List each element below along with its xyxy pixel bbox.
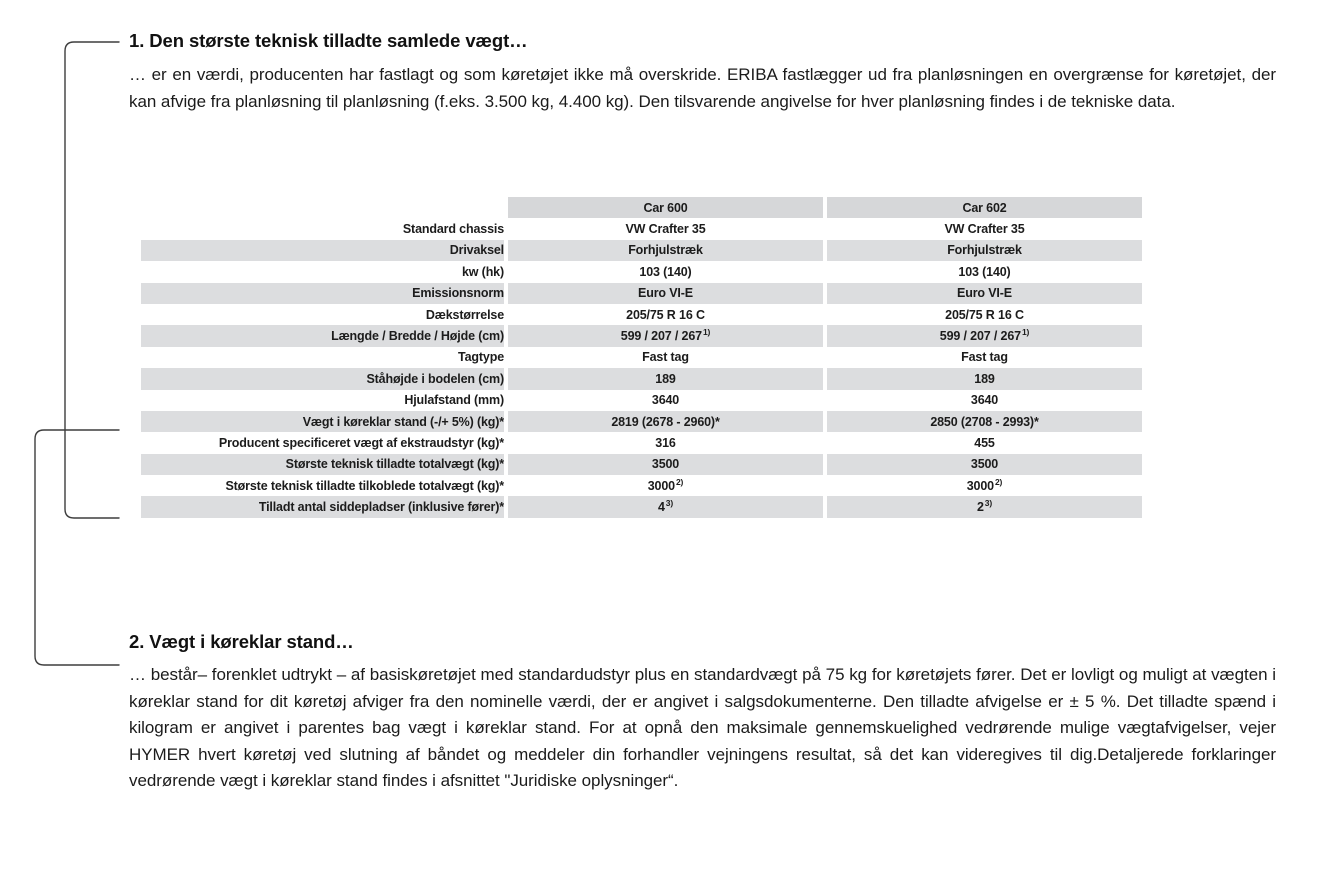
spec-row-label: Producent specificeret vægt af ekstraudstyr (kg)* <box>141 432 504 453</box>
spec-row-value: 2850 (2708 - 2993)* <box>827 411 1142 432</box>
table-row <box>141 325 1142 346</box>
table-row <box>141 218 1142 239</box>
spec-row-value: 599 / 207 / 267$^{1)}$ <box>827 325 1142 346</box>
spec-row-value: Forhjulstræk <box>827 240 1142 261</box>
table-row <box>141 261 1142 282</box>
bracket-outer-path <box>35 430 119 665</box>
table-row <box>141 240 1142 261</box>
spec-row-value: 3000$^{2)}$ <box>508 475 823 496</box>
spec-row-label: Dækstørrelse <box>141 304 504 325</box>
spec-row-value: Forhjulstræk <box>508 240 823 261</box>
spec-row-value: 3500 <box>508 454 823 475</box>
spec-row-value: Euro VI-E <box>827 283 1142 304</box>
spec-header-col-0: Car 600 <box>508 197 823 218</box>
spec-row-value: 3640 <box>827 390 1142 411</box>
spec-row-value: 2819 (2678 - 2960)* <box>508 411 823 432</box>
table-row <box>141 475 1142 496</box>
spec-row-value: 205/75 R 16 C <box>508 304 823 325</box>
section-1-heading: 1. Den største teknisk tilladte samlede vægt… <box>129 30 528 51</box>
spec-row-value: 205/75 R 16 C <box>827 304 1142 325</box>
spec-row-value: 3640 <box>508 390 823 411</box>
spec-table-header-row <box>141 197 1142 218</box>
footnote-marker: 2) <box>675 476 684 487</box>
spec-table-body <box>141 218 1142 517</box>
spec-table-container <box>141 197 1142 518</box>
spec-row-label: Længde / Bredde / Højde (cm) <box>141 325 504 346</box>
spec-row-value: VW Crafter 35 <box>827 218 1142 239</box>
spec-row-value: 599 / 207 / 267$^{1)}$ <box>508 325 823 346</box>
spec-row-value: VW Crafter 35 <box>508 218 823 239</box>
spec-row-value: 189 <box>508 368 823 389</box>
footnote-marker: 2) <box>994 476 1003 487</box>
spec-row-value: Euro VI-E <box>508 283 823 304</box>
spec-table <box>141 197 1142 518</box>
spec-row-label: Hjulafstand (mm) <box>141 390 504 411</box>
section-2-paragraph: … består– forenklet udtrykt – af basiskøretøjet med standardudstyr plus en standardvægt på 75 kg for køretøjets fører. Det er lovligt og muligt at vægten i køreklar stand for dit køretøj afviger fra den nominelle værdi, der er angivet i salgsdokumenterne. Den tilladte afvigelse er ± 5 %. Det tilladte spænd i kilogram er angivet i parentes bag vægt i køreklar stand. For at opnå den maksimale gennemskuelighed vedrørende mulige vægtafvigelser, vejer HYMER hvert køretøj ved slutning af båndet og meddeler din forhandler vejningens resultat, så det kan videregives til dig.Detaljerede forklaringer vedrørende vægt i køreklar stand findes i afsnittet "Juridiske oplysninger“. <box>129 665 1276 790</box>
spec-row-value: 316 <box>508 432 823 453</box>
spec-row-label: kw (hk) <box>141 261 504 282</box>
spec-row-value: 189 <box>827 368 1142 389</box>
table-row <box>141 283 1142 304</box>
spec-row-label: Største teknisk tilladte totalvægt (kg)* <box>141 454 504 475</box>
table-row <box>141 304 1142 325</box>
footnote-marker: 1) <box>1021 326 1030 337</box>
table-row <box>141 390 1142 411</box>
footnote-marker: 3) <box>665 498 674 508</box>
footnote-marker: 1) <box>702 326 711 337</box>
table-row <box>141 347 1142 368</box>
spec-row-value: Fast tag <box>827 347 1142 368</box>
footnote-marker: 3) <box>984 498 993 508</box>
spec-header-col-1: Car 602 <box>827 197 1142 218</box>
spec-row-value: 455 <box>827 432 1142 453</box>
table-row <box>141 454 1142 475</box>
spec-row-value: 3500 <box>827 454 1142 475</box>
spec-row-label: Tilladt antal siddepladser (inklusive fører)* <box>141 496 504 517</box>
spec-header-blank <box>141 197 504 218</box>
bracket-inner-path <box>65 42 119 518</box>
spec-row-label: Tagtype <box>141 347 504 368</box>
table-row <box>141 496 1142 517</box>
spec-row-value: 103 (140) <box>827 261 1142 282</box>
spec-row-value: 2$^{3)}$ <box>827 496 1142 517</box>
spec-row-label: Ståhøjde i bodelen (cm) <box>141 368 504 389</box>
section-1-paragraph: … er en værdi, producenten har fastlagt og som køretøjet ikke må overskride. ERIBA fastlægger ud fra planløsningen en overgrænse for køretøjet, der kan afvige fra planløsning til planløsning (f.eks. 3.500 kg, 4.400 kg). Den tilsvarende angivelse for hver planløsning findes i de tekniske data. <box>129 65 1276 111</box>
spec-row-label: Drivaksel <box>141 240 504 261</box>
spec-row-value: Fast tag <box>508 347 823 368</box>
spec-row-value: 4$^{3)}$ <box>508 496 823 517</box>
spec-row-label: Største teknisk tilladte tilkoblede totalvægt (kg)* <box>141 475 504 496</box>
spec-row-label: Emissionsnorm <box>141 283 504 304</box>
spec-row-label: Vægt i køreklar stand (-/+ 5%) (kg)* <box>141 411 504 432</box>
section-2-heading: 2. Vægt i køreklar stand… <box>129 631 354 652</box>
table-row <box>141 368 1142 389</box>
table-row <box>141 411 1142 432</box>
spec-table-head <box>141 197 1142 218</box>
spec-row-value: 3000$^{2)}$ <box>827 475 1142 496</box>
spec-row-label: Standard chassis <box>141 218 504 239</box>
table-row <box>141 432 1142 453</box>
spec-row-value: 103 (140) <box>508 261 823 282</box>
